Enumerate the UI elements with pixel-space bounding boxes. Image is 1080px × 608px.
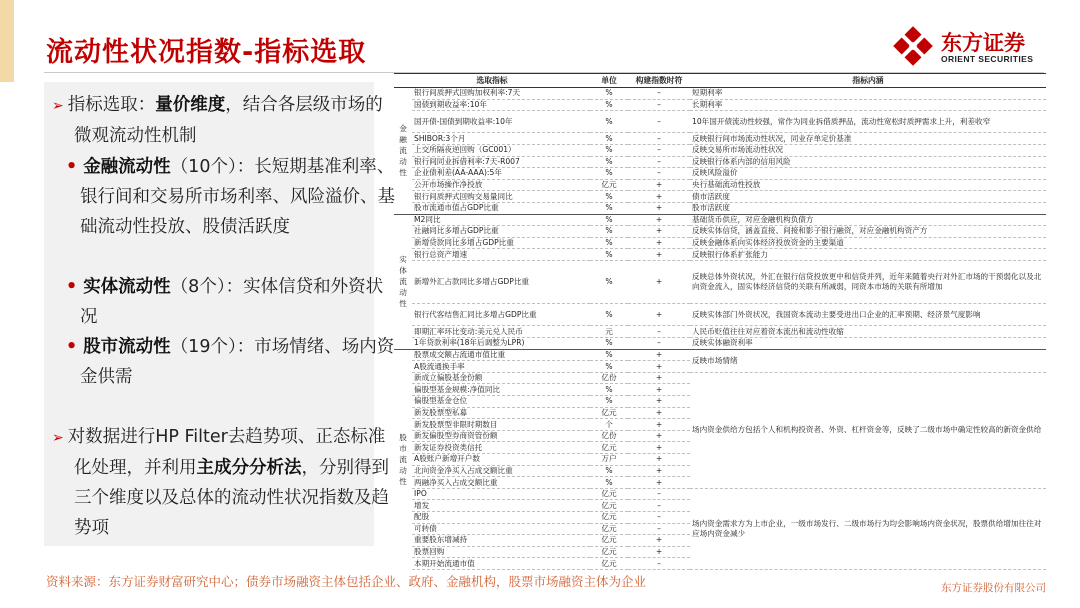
indicator-unit: 亿元 <box>590 442 628 454</box>
table-row <box>394 249 1046 261</box>
header-meaning: 指标内涵 <box>690 74 1046 88</box>
table-row <box>394 349 1046 361</box>
company-logo <box>893 24 1043 68</box>
indicator-unit: 亿元 <box>590 558 628 570</box>
page-title: 流动性状况指数-指标选取 <box>46 37 367 68</box>
indicator-sign: – <box>628 111 690 133</box>
indicator-unit: 亿元 <box>590 488 628 500</box>
indicator-name: 可转债 <box>412 523 590 535</box>
table-row <box>394 372 1046 384</box>
orient-logo-icon <box>893 26 933 66</box>
indicator-sign: + <box>628 304 690 326</box>
indicator-meaning: 反映实体部门外资状况，我国资本流动主要受进出口企业的汇率预期、经济景气度影响 <box>690 304 1046 326</box>
indicator-name: M2同比 <box>412 214 590 226</box>
indicator-meaning: 债市活跃度 <box>690 191 1046 203</box>
table-row <box>394 338 1046 350</box>
indicator-sign: – <box>628 88 690 100</box>
indicator-unit: 亿元 <box>590 523 628 535</box>
indicator-name: 新发股票型非限时期数目 <box>412 419 590 431</box>
table-row <box>394 260 1046 303</box>
table-row <box>394 168 1046 180</box>
indicator-unit: % <box>590 477 628 489</box>
indicator-unit: 亿元 <box>590 535 628 547</box>
logo-chinese: 东方证券 <box>941 31 1025 55</box>
indicator-name: 即期汇率环比变动:美元兑人民币 <box>412 326 590 338</box>
indicator-sign: + <box>628 407 690 419</box>
group-label-real: 实 体 流 动 性 <box>394 214 412 349</box>
indicator-sign: + <box>628 384 690 396</box>
indicator-name: 股票成交额占流通市值比重 <box>412 349 590 361</box>
table-row <box>394 144 1046 156</box>
indicator-unit: 个 <box>590 419 628 431</box>
company-name-footer: 东方证券股份有限公司 <box>941 582 1046 594</box>
indicator-sign: + <box>628 419 690 431</box>
indicator-name: 股市流通市值占GDP比重 <box>412 202 590 214</box>
indicator-name: SHIBOR:3个月 <box>412 133 590 145</box>
table-row <box>394 304 1046 326</box>
indicator-meaning: 反映总体外资状况，外汇在银行信贷投放更中和信贷并列，近年来随着央行对外汇市场的干预弱化以及北向资金流入，固实体经济信贷的关联有所减弱，同资本市场的关联有所增加 <box>690 260 1046 303</box>
indicator-sign: + <box>628 442 690 454</box>
indicator-sign: – <box>628 326 690 338</box>
indicator-unit: % <box>590 111 628 133</box>
indicator-unit: % <box>590 168 628 180</box>
indicator-meaning: 长期利率 <box>690 99 1046 111</box>
indicator-name: 银行间同业拆借利率:7天-R007 <box>412 156 590 168</box>
indicator-name: 北向资金净买入占成交额比重 <box>412 465 590 477</box>
indicator-sign: – <box>628 156 690 168</box>
dot-bullet-icon: • <box>66 277 78 297</box>
indicator-unit: % <box>590 202 628 214</box>
indicator-unit: % <box>590 338 628 350</box>
indicator-unit: % <box>590 396 628 408</box>
indicator-name: 银行间质押式回购加权利率:7天 <box>412 88 590 100</box>
indicator-unit: % <box>590 349 628 361</box>
indicator-unit: % <box>590 465 628 477</box>
indicator-unit: % <box>590 156 628 168</box>
indicator-sign: – <box>628 168 690 180</box>
dot-bullet-icon: • <box>66 337 78 357</box>
summary-point-method: ➢ 对数据进行HP Filter去趋势项、正态标准化处理，并利用主成分分析法，分别得到三个维度以及总体的流动性状况指数及趋势项 <box>52 427 389 538</box>
indicator-unit: % <box>590 88 628 100</box>
table-body <box>394 88 1046 570</box>
indicator-unit: % <box>590 361 628 373</box>
indicator-unit: % <box>590 99 628 111</box>
group-label-stock: 股 市 流 动 性 <box>394 349 412 569</box>
indicator-sign: – <box>628 500 690 512</box>
table-row <box>394 488 1046 500</box>
indicator-meaning: 反映实体融资利率 <box>690 338 1046 350</box>
indicator-meaning: 场内资金需求方为上市企业，一级市场发行、二级市场行为均会影响场内资金状况，股票供给增加往往对应场内资金减少 <box>690 488 1046 569</box>
indicator-name: 新发证券投资类信托 <box>412 442 590 454</box>
indicator-name: 股票回购 <box>412 546 590 558</box>
indicator-sign: – <box>628 99 690 111</box>
indicator-sign: – <box>628 523 690 535</box>
indicator-unit: 亿元 <box>590 407 628 419</box>
indicator-meaning: 反映风险溢价 <box>690 168 1046 180</box>
indicator-sign: – <box>628 488 690 500</box>
indicator-sign: + <box>628 454 690 466</box>
indicator-meaning: 10年国开债流动性较强，常作为同业拆借质押品，流动性宽松时质押需求上升，利差收窄 <box>690 111 1046 133</box>
indicator-name: 国债到期收益率:10年 <box>412 99 590 111</box>
indicator-meaning: 反映交易所市场流动性状况 <box>690 144 1046 156</box>
indicator-sign: + <box>628 237 690 249</box>
indicator-name: A股流通换手率 <box>412 361 590 373</box>
indicator-name: 配股 <box>412 511 590 523</box>
indicator-unit: 亿份 <box>590 372 628 384</box>
indicator-meaning: 反映实体信贷，涵盖直接、间接和影子银行融资，对应金融机构资产方 <box>690 226 1046 238</box>
table-row <box>394 156 1046 168</box>
indicator-name: 重要股东增减持 <box>412 535 590 547</box>
logo-english: ORIENT SECURITIES <box>941 54 1034 64</box>
indicator-meaning: 央行基础流动性投放 <box>690 179 1046 191</box>
indicator-table <box>394 73 1046 571</box>
indicator-name: 社融同比多增占GDP比重 <box>412 226 590 238</box>
indicator-sign: + <box>628 349 690 361</box>
indicator-unit: 亿份 <box>590 430 628 442</box>
table-row <box>394 214 1046 226</box>
indicator-unit: % <box>590 384 628 396</box>
group-label-financial: 金 融 流 动 性 <box>399 124 407 178</box>
dot-bullet-icon: • <box>66 157 78 177</box>
arrow-bullet-icon: ➢ <box>52 98 64 114</box>
indicator-meaning: 反映市场情绪 <box>690 349 1046 372</box>
indicator-sign: + <box>628 179 690 191</box>
indicator-unit: % <box>590 214 628 226</box>
indicator-name: 上交所隔夜逆回购（GC001） <box>412 144 590 156</box>
indicator-name: 增发 <box>412 500 590 512</box>
header-unit: 单位 <box>590 74 628 88</box>
indicator-sign: + <box>628 477 690 489</box>
indicator-sign: + <box>628 372 690 384</box>
indicator-unit: % <box>590 249 628 261</box>
indicator-meaning: 反映银行体系扩张能力 <box>690 249 1046 261</box>
indicator-unit: % <box>590 133 628 145</box>
indicator-name: A股账户新增开户数 <box>412 454 590 466</box>
table-header-row <box>394 74 1046 88</box>
indicator-sign: + <box>628 430 690 442</box>
indicator-unit: 亿元 <box>590 179 628 191</box>
table-row <box>394 133 1046 145</box>
indicator-unit: 亿元 <box>590 546 628 558</box>
indicator-meaning: 反映银行体系内部的信用风险 <box>690 156 1046 168</box>
indicator-sign: + <box>628 260 690 303</box>
indicator-meaning: 反映金融体系向实体经济投放资金的主要渠道 <box>690 237 1046 249</box>
table-row <box>394 226 1046 238</box>
indicator-meaning: 场内资金供给方包括个人和机构投资者、外资、杠杆资金等，反映了二级市场中确定性较高的新资金供给 <box>690 372 1046 488</box>
indicator-sign: + <box>628 361 690 373</box>
indicator-unit: % <box>590 260 628 303</box>
arrow-bullet-icon: ➢ <box>52 430 64 446</box>
summary-point-indicator-selection: ➢ 指标选取：量价维度，结合各层级市场的微观流动性机制 <box>52 95 383 146</box>
summary-panel <box>44 82 395 546</box>
indicator-name: 新发股票型私募 <box>412 407 590 419</box>
indicator-sign: + <box>628 465 690 477</box>
table-row <box>394 237 1046 249</box>
indicator-sign: – <box>628 511 690 523</box>
indicator-sign: + <box>628 546 690 558</box>
indicator-name: 银行代客结售汇同比多增占GDP比重 <box>412 304 590 326</box>
header-indicator: 选取指标 <box>394 74 590 88</box>
indicator-sign: – <box>628 144 690 156</box>
indicator-sign: + <box>628 249 690 261</box>
header-sign: 构建指数时符 <box>628 74 690 88</box>
indicator-sign: + <box>628 396 690 408</box>
indicator-table-grid <box>394 73 1046 570</box>
indicator-sign: + <box>628 191 690 203</box>
indicator-name: 企业债利差(AA-AAA):5年 <box>412 168 590 180</box>
indicator-name: 国开债-国债到期收益率:10年 <box>412 111 590 133</box>
summary-sub-stock: • 股市流动性（19个）：市场情绪、场内资金供需 <box>66 337 395 387</box>
indicator-unit: % <box>590 191 628 203</box>
indicator-name: 本期开始流通市值 <box>412 558 590 570</box>
indicator-unit: % <box>590 304 628 326</box>
indicator-meaning: 人民币贬值往往对应着资本流出和流动性收缩 <box>690 326 1046 338</box>
indicator-unit: 元 <box>590 326 628 338</box>
indicator-sign: – <box>628 338 690 350</box>
table-row <box>394 111 1046 133</box>
table-row <box>394 202 1046 214</box>
indicator-unit: 亿元 <box>590 500 628 512</box>
indicator-sign: + <box>628 226 690 238</box>
indicator-name: 银行总资产增速 <box>412 249 590 261</box>
indicator-name: 偏股型基金仓位 <box>412 396 590 408</box>
indicator-meaning: 基础货币供应，对应金融机构负债方 <box>690 214 1046 226</box>
summary-sub-real: • 实体流动性（8个）：实体信贷和外资状况 <box>66 277 384 327</box>
indicator-name: 新增外汇占款同比多增占GDP比重 <box>412 260 590 303</box>
table-row <box>394 191 1046 203</box>
source-note: 资料来源：东方证券财富研究中心；债券市场融资主体包括企业、政府、金融机构，股票市场融资主体为企业 <box>46 574 647 589</box>
indicator-unit: % <box>590 226 628 238</box>
table-row <box>394 99 1046 111</box>
indicator-sign: + <box>628 214 690 226</box>
indicator-unit: % <box>590 237 628 249</box>
indicator-meaning: 反映银行间市场流动性状况，同业存单定价基准 <box>690 133 1046 145</box>
indicator-name: 偏股型基金规模:净值同比 <box>412 384 590 396</box>
indicator-unit: 亿元 <box>590 511 628 523</box>
indicator-name: 新增贷款同比多增占GDP比重 <box>412 237 590 249</box>
indicator-name: IPO <box>412 488 590 500</box>
indicator-unit: 万户 <box>590 454 628 466</box>
indicator-sign: + <box>628 535 690 547</box>
indicator-meaning: 短期利率 <box>690 88 1046 100</box>
indicator-name: 公开市场操作净投放 <box>412 179 590 191</box>
accent-bar <box>0 0 14 82</box>
table-row <box>394 326 1046 338</box>
table-row <box>394 179 1046 191</box>
indicator-name: 新发偏股型券商资管份额 <box>412 430 590 442</box>
indicator-sign: – <box>628 133 690 145</box>
table-row <box>394 88 1046 100</box>
indicator-name: 银行间质押式回购交易量同比 <box>412 191 590 203</box>
indicator-name: 新成立偏股基金份额 <box>412 372 590 384</box>
indicator-sign: – <box>628 558 690 570</box>
indicator-meaning: 股市活跃度 <box>690 202 1046 214</box>
indicator-sign: + <box>628 202 690 214</box>
indicator-name: 1年贷款利率(18年后调整为LPR) <box>412 338 590 350</box>
indicator-name: 两融净买入占成交额比重 <box>412 477 590 489</box>
summary-sub-financial: • 金融流动性（10个）：长短期基准利率、银行间和交易所市场利率、风险溢价、基础流动性投放、股债活跃度 <box>66 157 395 237</box>
indicator-unit: % <box>590 144 628 156</box>
